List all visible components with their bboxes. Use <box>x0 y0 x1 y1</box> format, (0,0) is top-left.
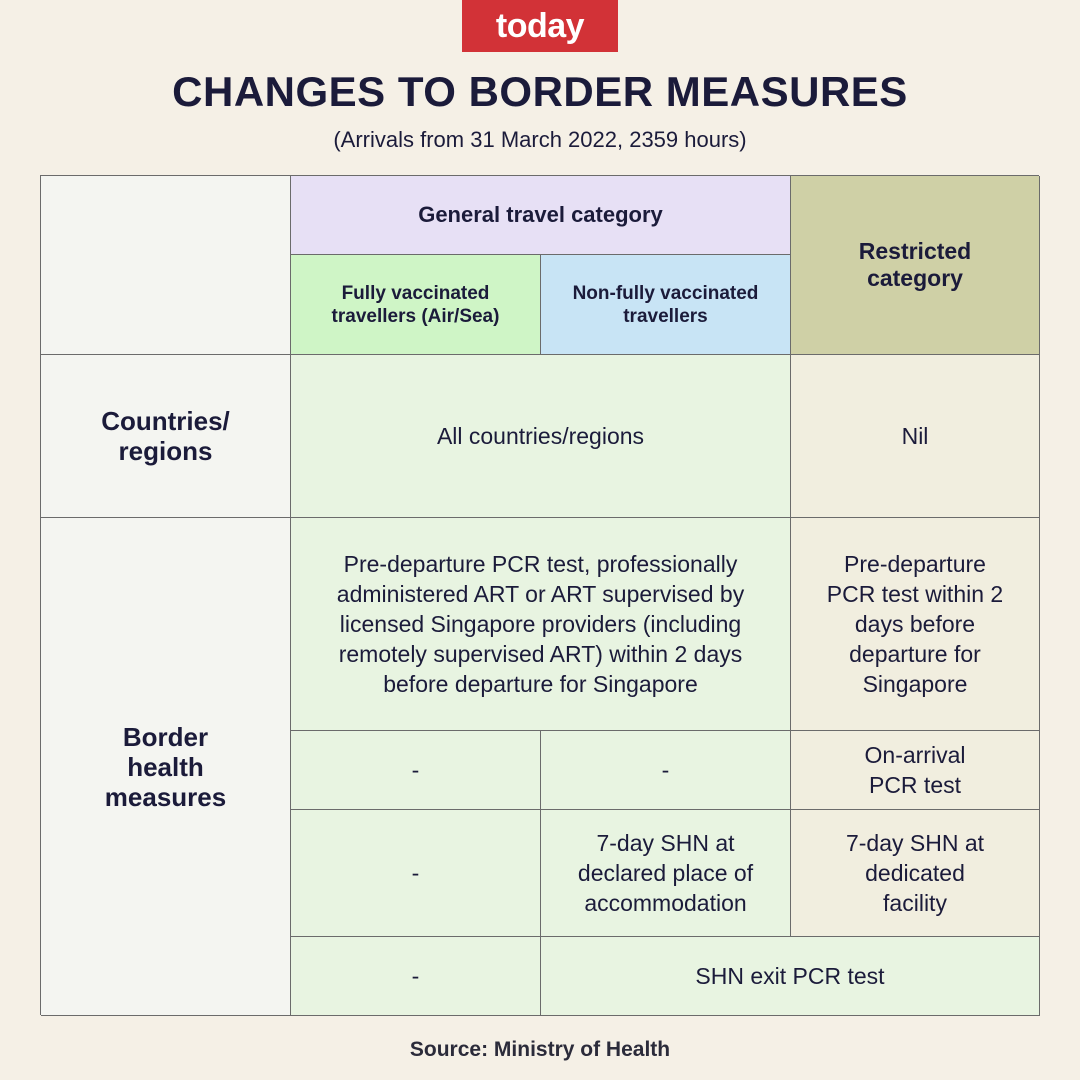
onarrival-nonfully-cell: - <box>541 731 791 810</box>
shn-nonfully-cell: 7-day SHN at declared place of accommodation <box>541 810 791 937</box>
page-title: CHANGES TO BORDER MEASURES <box>172 68 908 115</box>
restricted-category-header: Restricted category <box>791 176 1040 355</box>
non-fully-vaccinated-header: Non-fully vaccinated travellers <box>541 255 791 355</box>
countries-row-label: Countries/ regions <box>41 355 291 518</box>
countries-general-cell: All countries/regions <box>291 355 791 518</box>
source-note: Source: Ministry of Health <box>409 1038 671 1061</box>
onarrival-restricted-cell: On-arrival PCR test <box>791 731 1040 810</box>
shn-fully-cell: - <box>291 810 541 937</box>
today-logo: today <box>462 0 618 52</box>
countries-restricted-cell: Nil <box>791 355 1040 518</box>
predeparture-restricted-cell: Pre-departure PCR test within 2 days before departure for Singapore <box>791 518 1040 731</box>
predeparture-general-cell: Pre-departure PCR test, professionally administered ART or ART supervised by licensed Singapore providers (including remotely supervised ART) within 2 days before departure for Singapore <box>291 518 791 731</box>
fully-vaccinated-header: Fully vaccinated travellers (Air/Sea) <box>291 255 541 355</box>
shn-restricted-cell: 7-day SHN at dedicated facility <box>791 810 1040 937</box>
page-subtitle: (Arrivals from 31 March 2022, 2359 hours) <box>333 127 747 152</box>
onarrival-fully-cell: - <box>291 731 541 810</box>
border-measures-row-label: Border health measures <box>41 518 291 1016</box>
exit-fully-cell: - <box>291 937 541 1016</box>
table-corner-cell <box>41 176 291 355</box>
exit-test-cell: SHN exit PCR test <box>541 937 1040 1016</box>
general-category-header: General travel category <box>291 176 791 255</box>
border-measures-table <box>40 175 1039 1015</box>
